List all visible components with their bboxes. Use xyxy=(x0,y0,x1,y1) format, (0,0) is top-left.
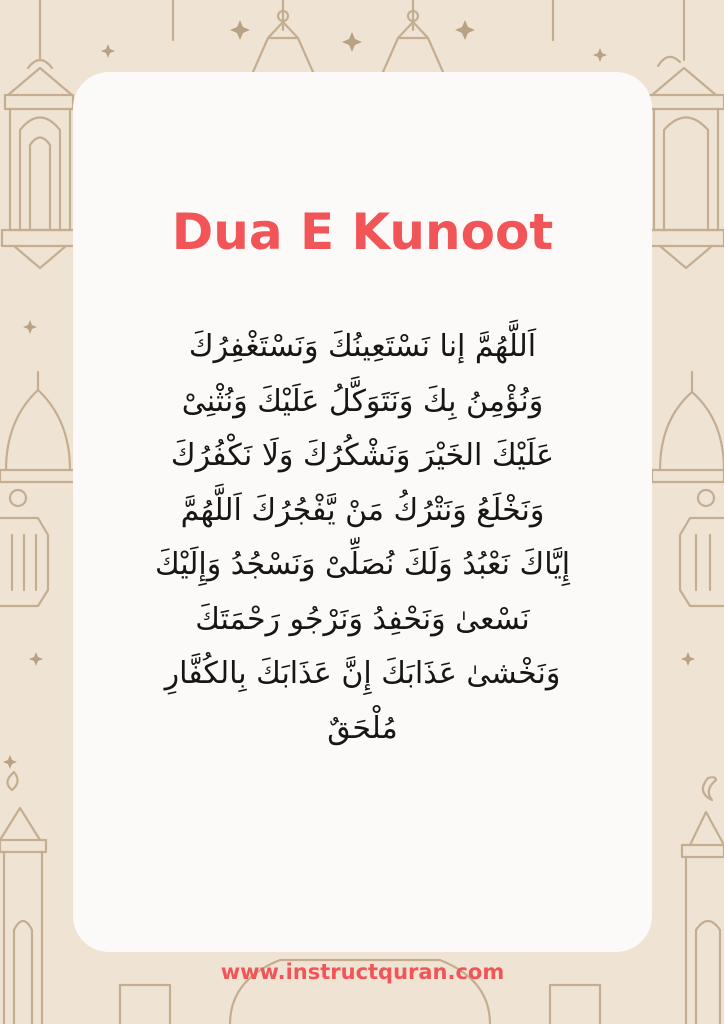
lantern-icon xyxy=(0,490,48,606)
hanging-chain-icon xyxy=(173,0,553,40)
mosque-dome-icon xyxy=(652,372,724,482)
minaret-icon xyxy=(682,777,724,1024)
dua-line: وَنُؤْمِنُ بِكَ وَنَتَوَكَّلُ عَلَيْكَ وَنُثْنِىْ xyxy=(181,383,544,419)
dua-line: إِيَّاكَ نَعْبُدُ وَلَكَ نُصَلِّىْ وَنَسْجُدُ وَإِلَيْكَ xyxy=(154,547,571,582)
dua-card xyxy=(73,72,652,984)
dua-line: مُلْحَقٌ xyxy=(327,710,398,746)
dua-line: وَنَخْشىٰ عَذَابَكَ إِنَّ عَذَابَكَ بِالكُفَّارِ xyxy=(164,656,561,691)
dua-line: عَلَيْكَ الخَيْرَ وَنَشْكُرُكَ وَلَا نَكْفُرُكَ xyxy=(170,438,555,473)
website-url: www.instructquran.com xyxy=(220,960,505,984)
lantern-icon xyxy=(2,0,76,268)
page-title: Dua E Kunoot xyxy=(171,203,554,261)
dua-line: نَسْعىٰ وَنَحْفِدُ وَنَرْجُو رَحْمَتَكَ xyxy=(195,601,530,637)
minaret-icon xyxy=(0,772,46,1024)
dua-text xyxy=(93,320,632,756)
dua-line: وَنَخْلَعُ وَنَتْرُكُ مَنْ يَّفْجُرُكَ اَللَّهُمَّ xyxy=(180,492,545,528)
lantern-icon xyxy=(680,490,724,606)
dua-line: اَللَّهُمَّ إنا نَسْتَعِينُكَ وَنَسْتَغْفِرُكَ xyxy=(188,329,537,364)
mosque-dome-icon xyxy=(0,372,76,482)
lantern-icon xyxy=(646,0,724,268)
